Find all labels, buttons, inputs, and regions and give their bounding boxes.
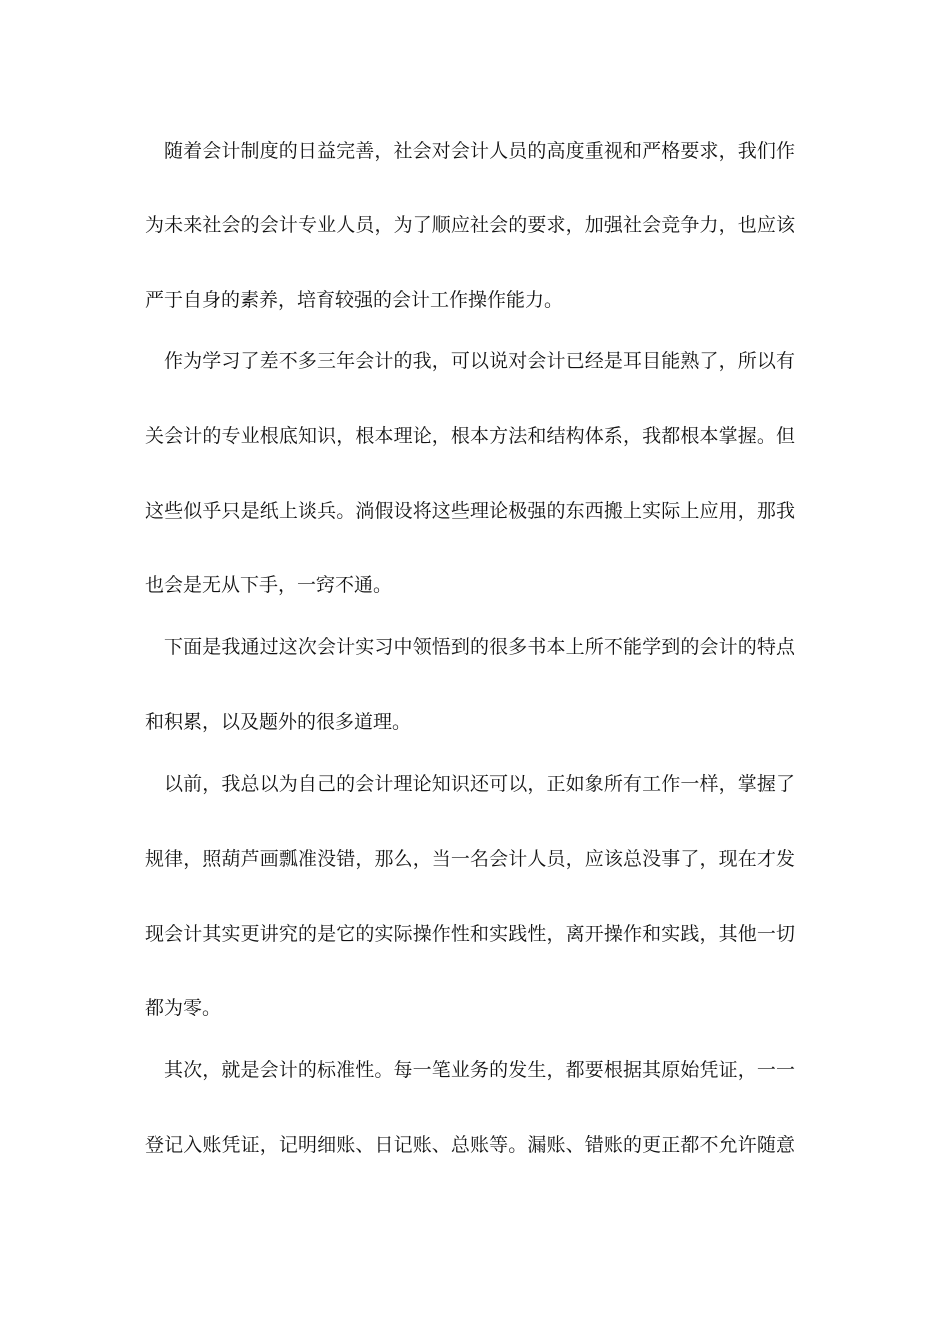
paragraph-3-line-2: 和积累，以及题外的很多道理。 — [145, 711, 412, 733]
paragraph-5-line-2: 登记入账凭证，记明细账、日记账、总账等。漏账、错账的更正都不允许随意 — [145, 1134, 795, 1156]
paragraph-1-line-3: 严于自身的素养，培育较强的会计工作操作能力。 — [145, 289, 564, 311]
paragraph-4-line-2: 规律，照葫芦画瓢准没错，那么，当一名会计人员，应该总没事了，现在才发 — [145, 848, 795, 870]
paragraph-4-line-1: 以前，我总以为自己的会计理论知识还可以，正如象所有工作一样，掌握了 — [164, 773, 795, 795]
paragraph-2-line-2: 关会计的专业根底知识，根本理论，根本方法和结构体系，我都根本掌握。但 — [145, 425, 795, 447]
paragraph-3-line-1: 下面是我通过这次会计实习中领悟到的很多书本上所不能学到的会计的特点 — [164, 636, 795, 658]
paragraph-1-line-2: 为未来社会的会计专业人员，为了顺应社会的要求，加强社会竞争力，也应该 — [145, 214, 795, 236]
paragraph-2-line-1: 作为学习了差不多三年会计的我，可以说对会计已经是耳目能熟了，所以有 — [164, 350, 795, 372]
paragraph-4-line-3: 现会计其实更讲究的是它的实际操作性和实践性，离开操作和实践，其他一切 — [145, 923, 795, 945]
paragraph-5-line-1: 其次，就是会计的标准性。每一笔业务的发生，都要根据其原始凭证，一一 — [164, 1059, 795, 1081]
paragraph-2-line-4: 也会是无从下手，一窍不通。 — [145, 574, 393, 596]
paragraph-4-line-4: 都为零。 — [145, 997, 222, 1019]
paragraph-1-line-1: 随着会计制度的日益完善，社会对会计人员的高度重视和严格要求，我们作 — [164, 140, 795, 162]
paragraph-2-line-3: 这些似乎只是纸上谈兵。淌假设将这些理论极强的东西搬上实际上应用，那我 — [145, 500, 795, 522]
